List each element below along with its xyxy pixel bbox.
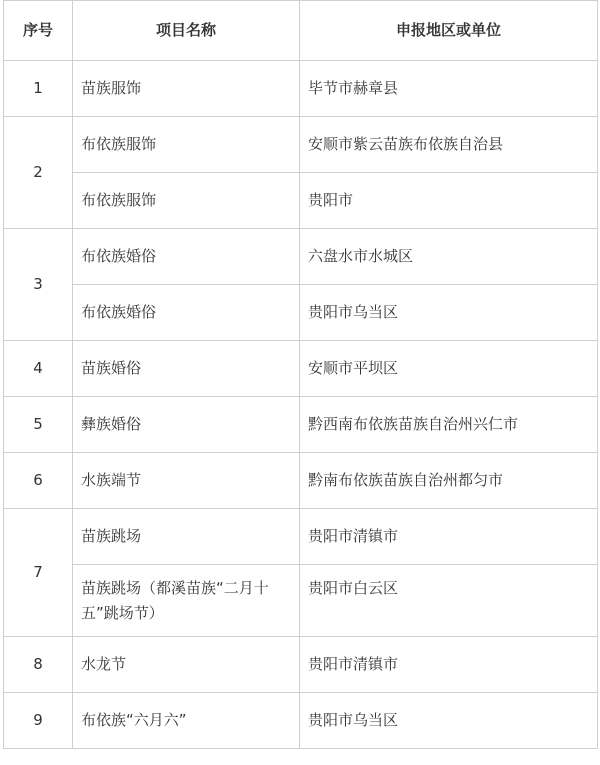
- table-row: [4, 453, 598, 509]
- row-number: 4: [4, 341, 73, 397]
- row-number: 8: [4, 637, 73, 693]
- table-row: [4, 637, 598, 693]
- region: 贵阳市: [300, 173, 598, 229]
- project-name: 布依族服饰: [73, 117, 300, 173]
- project-name: 布依族“六月六”: [73, 693, 300, 749]
- region: 安顺市平坝区: [300, 341, 598, 397]
- project-name: 苗族婚俗: [73, 341, 300, 397]
- project-name: 苗族跳场: [73, 509, 300, 565]
- project-name: 布依族服饰: [73, 173, 300, 229]
- table-row: [4, 117, 598, 173]
- region: 黔南布依族苗族自治州都匀市: [300, 453, 598, 509]
- header-number: 序号: [4, 1, 73, 61]
- table-row: [4, 61, 598, 117]
- table-row: [4, 509, 598, 565]
- heritage-table: [3, 0, 598, 749]
- row-number: 5: [4, 397, 73, 453]
- table-row: [4, 229, 598, 285]
- project-name: 彝族婚俗: [73, 397, 300, 453]
- region: 安顺市紫云苗族布依族自治县: [300, 117, 598, 173]
- region: 贵阳市清镇市: [300, 509, 598, 565]
- table-row: [4, 565, 598, 637]
- project-name: 水族端节: [73, 453, 300, 509]
- header-row: [4, 1, 598, 61]
- table-row: [4, 173, 598, 229]
- region: 贵阳市乌当区: [300, 693, 598, 749]
- project-name: 布依族婚俗: [73, 229, 300, 285]
- row-number: 7: [4, 509, 73, 637]
- project-name: 苗族跳场（都溪苗族“二月十五”跳场节）: [73, 565, 300, 637]
- region: 贵阳市清镇市: [300, 637, 598, 693]
- header-region: 申报地区或单位: [300, 1, 598, 61]
- table-row: [4, 693, 598, 749]
- header-project-name: 项目名称: [73, 1, 300, 61]
- table-row: [4, 397, 598, 453]
- row-number: 3: [4, 229, 73, 341]
- row-number: 2: [4, 117, 73, 229]
- region: 六盘水市水城区: [300, 229, 598, 285]
- row-number: 9: [4, 693, 73, 749]
- table-row: [4, 341, 598, 397]
- region: 贵阳市乌当区: [300, 285, 598, 341]
- project-name: 布依族婚俗: [73, 285, 300, 341]
- row-number: 6: [4, 453, 73, 509]
- row-number: 1: [4, 61, 73, 117]
- project-name: 苗族服饰: [73, 61, 300, 117]
- table-row: [4, 285, 598, 341]
- region: 贵阳市白云区: [300, 565, 598, 637]
- region: 黔西南布依族苗族自治州兴仁市: [300, 397, 598, 453]
- region: 毕节市赫章县: [300, 61, 598, 117]
- project-name: 水龙节: [73, 637, 300, 693]
